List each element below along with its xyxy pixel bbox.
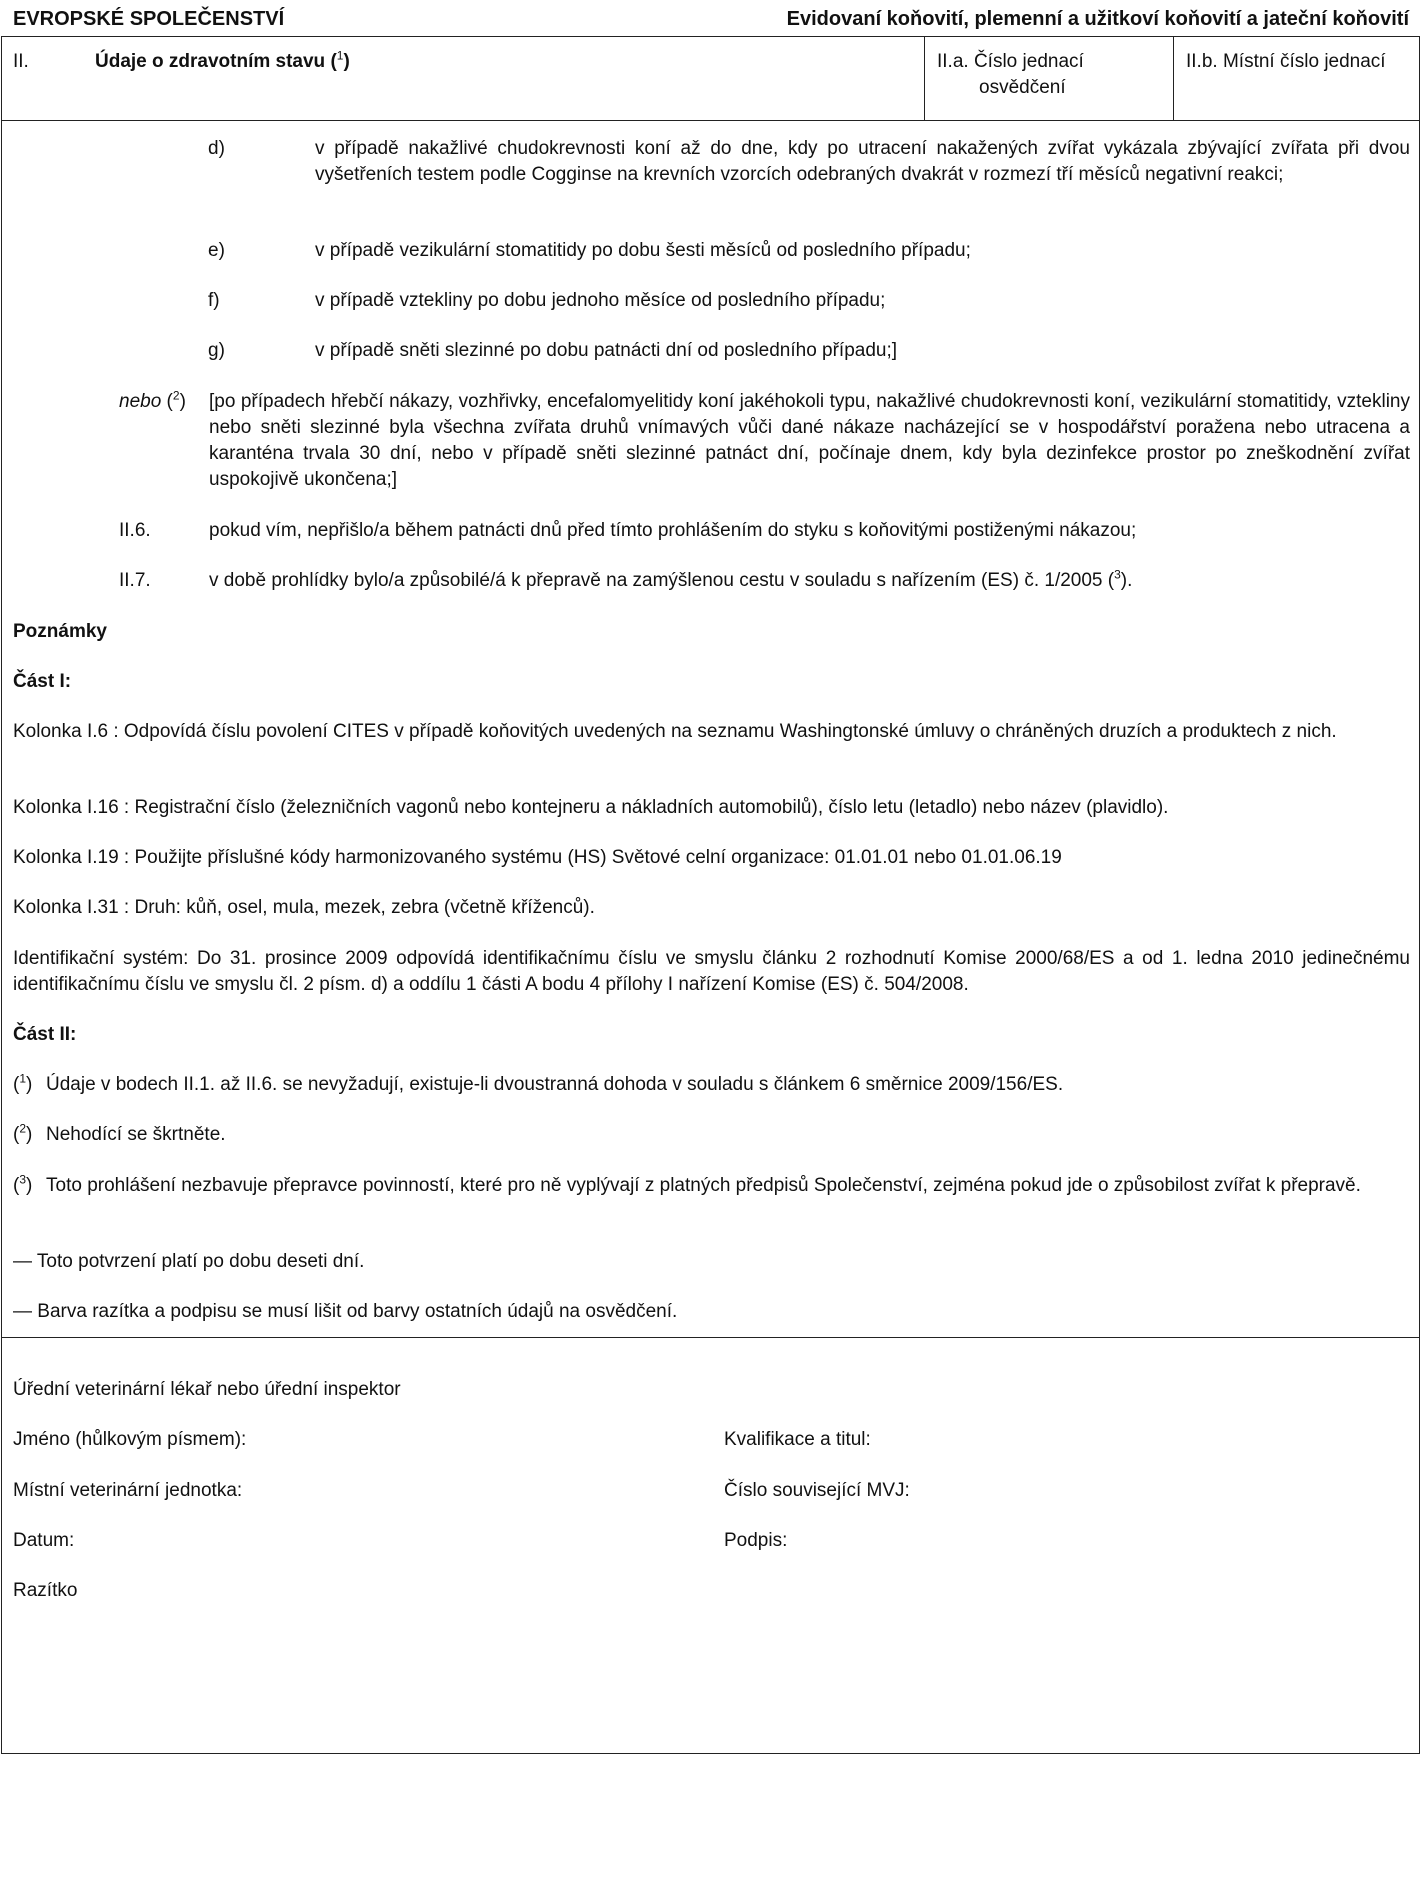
footnote-ref: 2 <box>172 388 180 403</box>
local-unit-field-label: Místní veterinární jednotka: <box>13 1480 243 1501</box>
note-identification-system: Identifikační systém: Do 31. prosince 2009 odpovídá identifikačnímu číslu ve smyslu článku 2 rozhodnutí Komise 2000/68/ES a od 1. ledna 2010 jedinečnému identifikačnímu číslu ve smyslu čl. 2 písm. d) a oddílu 1 části A bodu 4 přílohy I nařízení Komise (ES) č. 504/2008. <box>13 948 1410 995</box>
related-unit-field-label: Číslo související MVJ: <box>724 1480 910 1501</box>
official-title: Úřední veterinární lékař nebo úřední inspektor <box>13 1379 401 1400</box>
item-letter: f) <box>208 290 220 311</box>
note-kolonka-i31: Kolonka I.31 : Druh: kůň, osel, mula, mezek, zebra (včetně kříženců). <box>13 897 595 918</box>
column-divider <box>924 37 925 120</box>
item-text: v případě vztekliny po dobu jednoho měsíce od posledního případu; <box>315 290 886 311</box>
local-ref-label: II.b. Místní číslo jednací <box>1186 51 1386 72</box>
name-field-label: Jméno (hůlkovým písmem): <box>13 1429 247 1450</box>
footnote-text: Údaje v bodech II.1. až II.6. se nevyžadují, existuje-li dvoustranná dohoda v souladu s článkem 6 směrnice 2009/156/ES. <box>46 1074 1064 1095</box>
clause-text: v době prohlídky bylo/a způsobilé/á k přepravě na zamýšlenou cestu v souladu s nařízením (ES) č. 1/2005 ($^3$). <box>209 567 1133 591</box>
qualification-field-label: Kvalifikace a titul: <box>724 1429 871 1450</box>
footnote-mark: ($^2$) <box>13 1121 33 1145</box>
validity-note: — Toto potvrzení platí po dobu deseti dní. <box>13 1251 365 1272</box>
footnote-text: Nehodící se škrtněte. <box>46 1124 226 1145</box>
date-field-label: Datum: <box>13 1530 75 1551</box>
section-title: Údaje o zdravotním stavu ($^1$) <box>95 48 350 72</box>
certificate-frame <box>1 36 1420 1754</box>
clause-text: pokud vím, nepřišlo/a během patnácti dnů před tímto prohlášením do styku s koňovitými postiženými nákazou; <box>209 520 1137 541</box>
certificate-ref-label: II.a. Číslo jednací osvědčení <box>937 51 1084 98</box>
note-kolonka-i19: Kolonka I.19 : Použijte příslušné kódy harmonizovaného systému (HS) Světové celní organizace: 01.01.01 nebo 01.01.06.19 <box>13 847 1062 868</box>
footnote-ref: 1 <box>336 48 344 63</box>
stamp-color-note: — Barva razítka a podpisu se musí lišit od barvy ostatních údajů na osvědčení. <box>13 1301 678 1322</box>
footnote-mark: ($^3$) <box>13 1172 33 1196</box>
clause-number: II.6. <box>119 520 151 541</box>
note-kolonka-i6: Kolonka I.6 : Odpovídá číslu povolení CITES v případě koňovitých uvedených na seznamu Washingtonské úmluvy o chráněných druzích a produktech z nich. <box>13 721 1337 742</box>
item-letter: g) <box>208 340 225 361</box>
item-text: v případě nakažlivé chudokrevnosti koní až do dne, kdy po utracení nakažených zvířat vykázala zbývající zvířata při dvou vyšetřeních testem podle Cogginse na krevních vzorcích odebraných dvakrát v rozmezí tří měsíců negativní reakci; <box>315 138 1410 185</box>
nebo-label: nebo ($^2$) <box>119 388 186 412</box>
section-header-row <box>2 37 1419 121</box>
nebo-text: [po případech hřebčí nákazy, vozhřivky, encefalomyelitidy koní jakéhokoli typu, nakažlivé chudokrevnosti koní, vezikulární stomatitidy, vztekliny nebo sněti slezinné byla všechna zvířata druhů vnímavých vůči dané nákaze nacházející se v hospodářství poražena nebo utracena a karanténa trvala 30 dní, nebo v případě sněti slezinné patnáct dní, počínaje dnem, kdy byla dezinfekce prostor po zneškodnění zvířat uspokojivě ukončena;] <box>209 391 1410 490</box>
clause-number: II.7. <box>119 570 151 591</box>
stamp-field-label: Razítko <box>13 1580 78 1601</box>
footnote-ref: 3 <box>1114 567 1121 582</box>
column-divider <box>1173 37 1174 120</box>
signature-separator <box>2 1337 1419 1338</box>
document-certificate-type: Evidovaní koňovití, plemenní a užitkoví koňovití a jateční koňovití <box>786 8 1409 30</box>
footnote-text: Toto prohlášení nezbavuje přepravce povinností, které pro ně vyplývají z platných předpisů Společenství, zejména pokud jde o způsobilost zvířat k přepravě. <box>46 1175 1361 1196</box>
item-letter: e) <box>208 240 225 261</box>
signature-field-label: Podpis: <box>724 1530 788 1551</box>
part-one-heading: Část I: <box>13 671 72 692</box>
part-two-heading: Část II: <box>13 1024 77 1045</box>
item-letter: d) <box>208 138 225 159</box>
section-number: II. <box>13 51 29 72</box>
item-text: v případě vezikulární stomatitidy po dobu šesti měsíců od posledního případu; <box>315 240 971 261</box>
item-text: v případě sněti slezinné po dobu patnácti dní od posledního případu;] <box>315 340 898 361</box>
footnote-mark: ($^1$) <box>13 1071 33 1095</box>
note-kolonka-i16: Kolonka I.16 : Registrační číslo (železničních vagonů nebo kontejneru a nákladních automobilů), číslo letu (letadlo) nebo název (plavidlo). <box>13 797 1169 818</box>
notes-title: Poznámky <box>13 621 107 642</box>
document-region-label: EVROPSKÉ SPOLEČENSTVÍ <box>13 8 285 30</box>
